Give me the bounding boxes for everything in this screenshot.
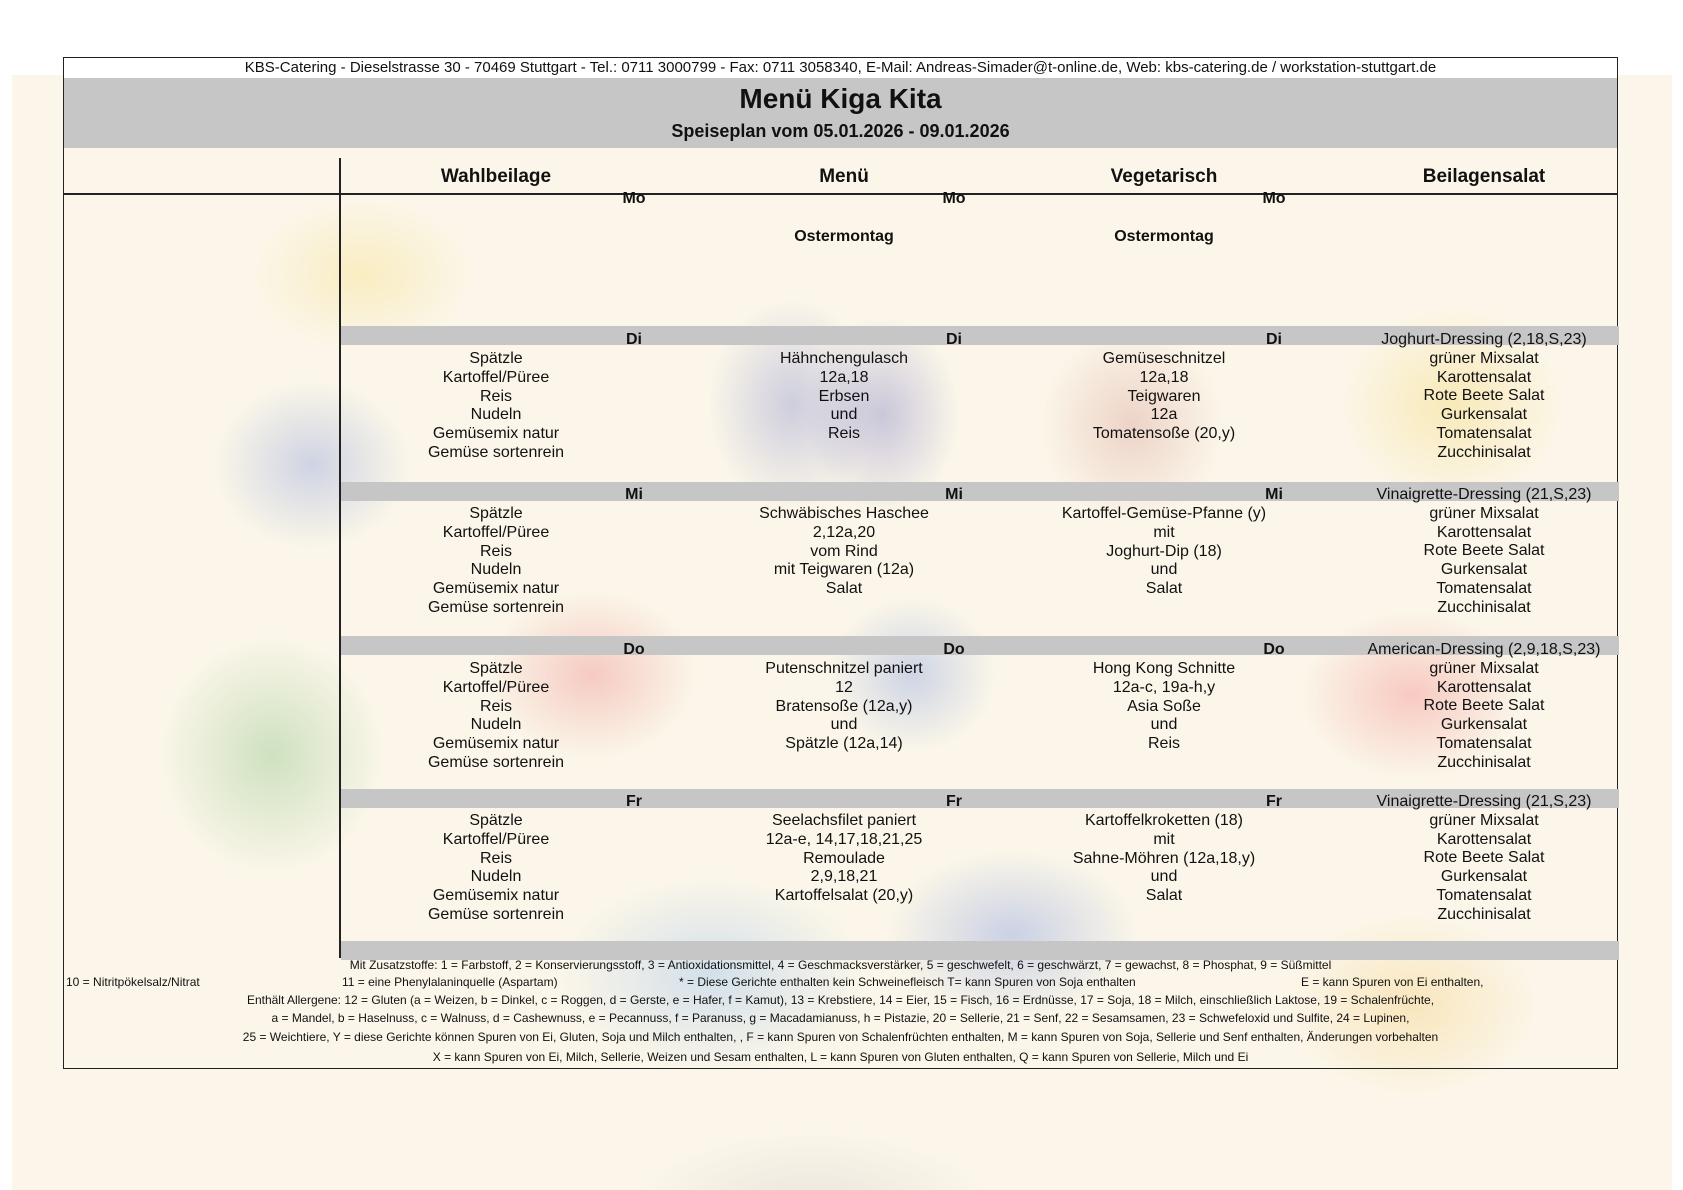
menu-line: Kartoffel/Püree bbox=[442, 678, 550, 696]
cell-wahlbeilage bbox=[341, 660, 651, 773]
menu-line: Gemüseschnitzel bbox=[1102, 350, 1226, 367]
menu-line: Putenschnitzel paniert bbox=[765, 660, 923, 677]
page-title: Menü Kiga Kita bbox=[739, 83, 942, 114]
menu-line: Spätzle bbox=[469, 350, 523, 367]
contact-line: KBS-Catering - Dieselstrasse 30 - 70469 Stuttgart - Tel.: 0711 3000799 - Fax: 0711 3058340, E-Mail: Andreas-Simader@t-online.de, Web: kbs-catering.de / workstation-stuttgart.de bbox=[64, 58, 1617, 78]
menu-line: mit Teigwaren (12a) bbox=[773, 561, 915, 579]
day-label: Di bbox=[1266, 331, 1282, 348]
day-label: Mi bbox=[945, 486, 963, 503]
menu-line: und bbox=[1150, 716, 1178, 734]
menu-line: Rote Beete Salat bbox=[1423, 387, 1545, 405]
cell-menu bbox=[664, 228, 1024, 247]
day-label: Fr bbox=[946, 793, 962, 810]
menu-line: Remoulade bbox=[803, 849, 885, 867]
menu-line: und bbox=[830, 716, 858, 734]
menu-line: Spätzle bbox=[469, 660, 523, 677]
menu-line: Spätzle bbox=[469, 505, 523, 522]
menu-line: Nudeln bbox=[470, 716, 522, 734]
footer-allergene: Enthält Allergene: 12 = Gluten (a = Weizen, b = Dinkel, c = Roggen, d = Gerste, e = Hafer, f = Kamut), 13 = Krebstiere, 14 = Eier, 15 = Fisch, 16 = Erdnüsse, 17 = Soja, 18 = Milch, einschließlich Laktose, 19 = Schalenfrüchte, bbox=[246, 993, 1435, 1007]
cell-menu bbox=[664, 660, 1024, 754]
menu-line: Rote Beete Salat bbox=[1423, 697, 1545, 715]
menu-line: Gemüse sortenrein bbox=[427, 753, 565, 771]
menu-line: 12a-e, 14,17,18,21,25 bbox=[765, 830, 923, 848]
menu-line: Joghurt-Dressing (2,18,S,23) bbox=[1381, 331, 1587, 348]
footer-spuren-2: X = kann Spuren von Ei, Milch, Sellerie, Weizen und Sesam enthalten, L = kann Spuren von Gluten enthalten, Q = kann Spuren von Sellerie, Milch und Ei bbox=[432, 1050, 1249, 1064]
menu-line: Reis bbox=[1147, 735, 1180, 753]
menu-line: 2,12a,20 bbox=[812, 523, 876, 541]
menu-line: Rote Beete Salat bbox=[1423, 849, 1545, 867]
menu-line: Kartoffelkroketten (18) bbox=[1084, 812, 1243, 829]
menu-line: Kartoffel/Püree bbox=[442, 368, 550, 386]
cell-vegetarisch bbox=[984, 505, 1344, 599]
menu-line: Reis bbox=[827, 425, 860, 443]
menu-line: Gemüse sortenrein bbox=[427, 443, 565, 461]
menu-line: Salat bbox=[825, 580, 863, 598]
menu-line: Erbsen bbox=[818, 387, 870, 405]
menu-line: 12a,18 bbox=[819, 368, 869, 386]
menu-line: und bbox=[1150, 561, 1178, 579]
menu-line: mit bbox=[1153, 830, 1175, 848]
menu-line: 2,9,18,21 bbox=[810, 868, 878, 886]
day-label: Mi bbox=[1265, 486, 1283, 503]
menu-line: Tomatensalat bbox=[1436, 424, 1532, 442]
footer-spuren: 25 = Weichtiere, Y = diese Gerichte können Spuren von Ei, Gluten, Soja und Milch enthalten, , F = kann Spuren von Schalenfrüchten enthalten, M = kann Spuren von Soja, Sellerie und Senf enthalten, Änderungen vorbehalten bbox=[242, 1030, 1439, 1044]
col-header-wahlbeilage: Wahlbeilage bbox=[440, 166, 552, 187]
footer-zusatzstoffe: Mit Zusatzstoffe: 1 = Farbstoff, 2 = Konservierungsstoff, 3 = Antioxidationsmittel, 4 = Geschmacksverstärker, 5 = geschwefelt, 6 = geschwärzt, 7 = gewachst, 8 = Phosphat, 9 = Süßmittel bbox=[349, 958, 1332, 972]
day-label: Mo bbox=[942, 190, 966, 207]
menu-line: Tomatensalat bbox=[1436, 734, 1532, 752]
menu-line: Reis bbox=[479, 849, 512, 867]
menu-line: Kartoffel/Püree bbox=[442, 523, 550, 541]
menu-line: Bratensoße (12a,y) bbox=[775, 697, 913, 715]
menu-line: mit bbox=[1153, 523, 1175, 541]
cell-beilagensalat bbox=[1304, 641, 1664, 773]
menu-line: Ostermontag bbox=[1114, 228, 1214, 245]
menu-line: Hong Kong Schnitte bbox=[1092, 660, 1236, 677]
menu-line: Karottensalat bbox=[1436, 523, 1532, 541]
menu-line: Gemüse sortenrein bbox=[427, 598, 565, 616]
menu-line: Gurkensalat bbox=[1440, 561, 1528, 579]
cell-vegetarisch bbox=[984, 228, 1344, 247]
day-label: Do bbox=[1263, 641, 1285, 658]
menu-line: Kartoffel-Gemüse-Pfanne (y) bbox=[1061, 505, 1267, 522]
cell-vegetarisch bbox=[984, 812, 1344, 906]
menu-line: Reis bbox=[479, 542, 512, 560]
cell-vegetarisch bbox=[984, 350, 1344, 444]
cell-wahlbeilage bbox=[341, 505, 651, 618]
day-label: Mi bbox=[625, 486, 643, 503]
footer-schwein: * = Diese Gerichte enthalten kein Schweinefleisch T= kann Spuren von Soja enthalten bbox=[679, 975, 1136, 989]
menu-line: Nudeln bbox=[470, 561, 522, 579]
menu-line: Gemüsemix natur bbox=[432, 735, 560, 753]
menu-line: Karottensalat bbox=[1436, 368, 1532, 386]
page-subtitle: Speiseplan vom 05.01.2026 - 09.01.2026 bbox=[671, 121, 1010, 141]
menu-line: Gemüse sortenrein bbox=[427, 905, 565, 923]
cell-wahlbeilage bbox=[341, 350, 651, 463]
menu-line: Reis bbox=[479, 387, 512, 405]
footer-nitrit: 10 = Nitritpökelsalz/Nitrat bbox=[66, 975, 200, 989]
menu-line: Salat bbox=[1145, 887, 1183, 905]
menu-line: Teigwaren bbox=[1127, 387, 1201, 405]
menu-line: Karottensalat bbox=[1436, 830, 1532, 848]
day-label: Di bbox=[946, 331, 962, 348]
menu-line: grüner Mixsalat bbox=[1429, 504, 1539, 522]
menu-line: Nudeln bbox=[470, 406, 522, 424]
col-header-beilagensalat: Beilagensalat bbox=[1422, 166, 1546, 187]
cell-vegetarisch bbox=[984, 660, 1344, 754]
menu-line: Zucchinisalat bbox=[1437, 443, 1531, 461]
menu-line: 12a bbox=[1150, 406, 1178, 424]
cell-menu bbox=[664, 350, 1024, 444]
day-label: Fr bbox=[626, 793, 642, 810]
menu-line: grüner Mixsalat bbox=[1429, 659, 1539, 677]
day-label: Fr bbox=[1266, 793, 1282, 810]
menu-line: 12a,18 bbox=[1139, 368, 1189, 386]
menu-line: Gurkensalat bbox=[1440, 868, 1528, 886]
menu-line: Vinaigrette-Dressing (21,S,23) bbox=[1376, 486, 1592, 503]
menu-line: Gemüsemix natur bbox=[432, 580, 560, 598]
menu-line: Joghurt-Dip (18) bbox=[1106, 542, 1222, 560]
menu-line: Gurkensalat bbox=[1440, 716, 1528, 734]
day-label: Do bbox=[943, 641, 965, 658]
menu-line: und bbox=[1150, 868, 1178, 886]
menu-line: Salat bbox=[1145, 580, 1183, 598]
menu-line: Kartoffel/Püree bbox=[442, 830, 550, 848]
menu-line: Spätzle (12a,14) bbox=[785, 735, 903, 753]
menu-line: grüner Mixsalat bbox=[1429, 811, 1539, 829]
menu-line: Rote Beete Salat bbox=[1423, 542, 1545, 560]
menu-line: Tomatensalat bbox=[1436, 579, 1532, 597]
menu-line: Gemüsemix natur bbox=[432, 887, 560, 905]
menu-line: grüner Mixsalat bbox=[1429, 349, 1539, 367]
menu-line: Zucchinisalat bbox=[1437, 753, 1531, 771]
col-header-vegetarisch: Vegetarisch bbox=[1110, 166, 1218, 187]
menu-line: Reis bbox=[479, 697, 512, 715]
menu-line: Schwäbisches Haschee bbox=[759, 505, 929, 522]
day-label: Do bbox=[623, 641, 645, 658]
menu-line: Gemüsemix natur bbox=[432, 425, 560, 443]
menu-line: Zucchinisalat bbox=[1437, 598, 1531, 616]
title-bar bbox=[64, 78, 1617, 148]
cell-wahlbeilage bbox=[341, 812, 651, 925]
menu-frame bbox=[63, 57, 1618, 1069]
menu-line: Hähnchengulasch bbox=[779, 350, 909, 367]
day-label: Mo bbox=[622, 190, 646, 207]
footer-aspartam: 11 = eine Phenylalaninquelle (Aspartam) bbox=[342, 975, 558, 989]
cell-beilagensalat bbox=[1304, 486, 1664, 618]
day-label: Mo bbox=[1262, 190, 1286, 207]
menu-line: Vinaigrette-Dressing (21,S,23) bbox=[1376, 793, 1592, 810]
menu-line: vom Rind bbox=[810, 542, 878, 560]
cell-beilagensalat bbox=[1304, 793, 1664, 925]
menu-line: Seelachsfilet paniert bbox=[771, 812, 917, 829]
menu-line: Gurkensalat bbox=[1440, 406, 1528, 424]
cell-menu bbox=[664, 505, 1024, 599]
menu-line: American-Dressing (2,9,18,S,23) bbox=[1367, 641, 1601, 658]
menu-line: Zucchinisalat bbox=[1437, 905, 1531, 923]
cell-beilagensalat bbox=[1304, 331, 1664, 463]
day-label: Di bbox=[626, 331, 642, 348]
menu-line: Asia Soße bbox=[1127, 697, 1201, 715]
menu-line: 12 bbox=[835, 678, 853, 696]
menu-line: Sahne-Möhren (12a,18,y) bbox=[1072, 849, 1256, 867]
col-header-menu: Menü bbox=[819, 166, 869, 187]
menu-line: und bbox=[830, 406, 858, 424]
footer-ei: E = kann Spuren von Ei enthalten, bbox=[1301, 975, 1484, 989]
cell-menu bbox=[664, 812, 1024, 906]
menu-line: Spätzle bbox=[469, 812, 523, 829]
menu-line: Nudeln bbox=[470, 868, 522, 886]
menu-line: Tomatensoße (20,y) bbox=[1092, 425, 1236, 443]
menu-line: Kartoffelsalat (20,y) bbox=[774, 887, 914, 905]
menu-line: Tomatensalat bbox=[1436, 886, 1532, 904]
menu-line: 12a-c, 19a-h,y bbox=[1112, 678, 1216, 696]
menu-line: Ostermontag bbox=[794, 228, 894, 245]
header-divider bbox=[64, 193, 1617, 195]
footer-nuesse: a = Mandel, b = Haselnuss, c = Walnuss, d = Cashewnuss, e = Pecannuss, f = Paranuss, g = Macadamianuss, h = Pistazie, 20 = Sellerie, 21 = Senf, 22 = Sesamsamen, 23 = Schwefeloxid und Sulfite, 24 = Lupinen, bbox=[271, 1011, 1410, 1025]
menu-line: Karottensalat bbox=[1436, 678, 1532, 696]
